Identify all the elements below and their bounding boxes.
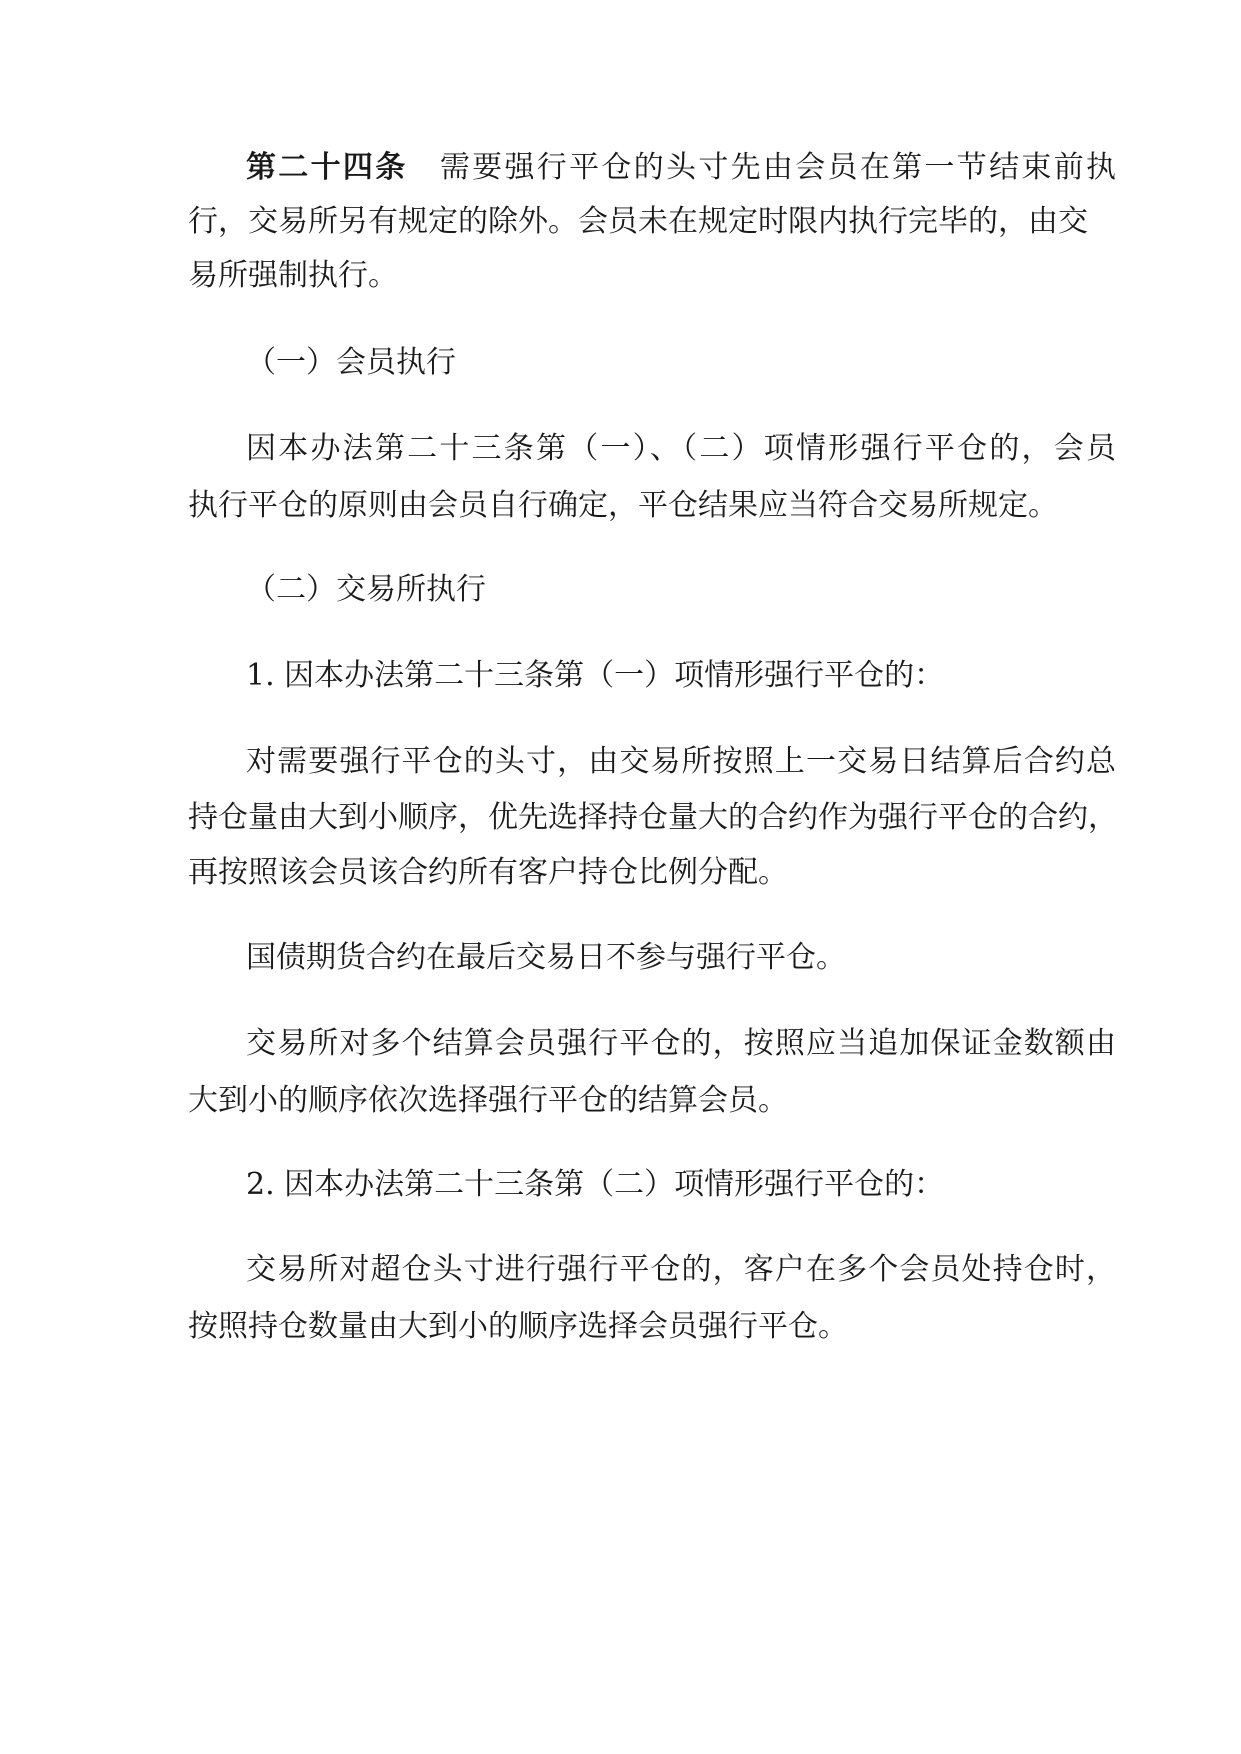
paragraph-2-line-3: 再按照该会员该合约所有客户持仓比例分配。 xyxy=(188,855,788,890)
section-1-title: （一）会员执行 xyxy=(246,345,456,380)
article-24-line-2: 行，交易所另有规定的除外。会员未在规定时限内执行完毕的，由交 xyxy=(188,204,1088,239)
paragraph-5-line-1: 交易所对超仓头寸进行强行平仓的，客户在多个会员处持仓时， xyxy=(246,1252,1116,1287)
paragraph-4-line-2: 大到小的顺序依次选择强行平仓的结算会员。 xyxy=(188,1083,788,1118)
paragraph-2-line-2: 持仓量由大到小顺序，优先选择持仓量大的合约作为强行平仓的合约， xyxy=(188,800,1118,835)
section-1-paragraph-line-1: 因本办法第二十三条第（一）、（二）项情形强行平仓的，会员 xyxy=(246,431,1116,466)
item-2-heading: 2. 因本办法第二十三条第（二）项情形强行平仓的： xyxy=(246,1167,945,1202)
article-24-first-line xyxy=(188,148,1116,188)
paragraph-3: 国债期货合约在最后交易日不参与强行平仓。 xyxy=(246,940,846,975)
paragraph-5-line-2: 按照持仓数量由大到小的顺序选择会员强行平仓。 xyxy=(188,1309,848,1344)
section-2-title: （二）交易所执行 xyxy=(246,572,486,607)
paragraph-4-line-1: 交易所对多个结算会员强行平仓的，按照应当追加保证金数额由 xyxy=(246,1026,1116,1061)
article-24-line-3: 易所强制执行。 xyxy=(188,258,398,293)
item-1-heading: 1. 因本办法第二十三条第（一）项情形强行平仓的： xyxy=(246,658,945,693)
section-1-paragraph-line-2: 执行平仓的原则由会员自行确定，平仓结果应当符合交易所规定。 xyxy=(188,488,1058,523)
article-text: 需要强行平仓的头寸先由会员在第一节结束前执 xyxy=(437,150,1117,185)
paragraph-2-line-1: 对需要强行平仓的头寸，由交易所按照上一交易日结算后合约总 xyxy=(246,744,1116,779)
article-heading: 第二十四条 xyxy=(246,150,408,185)
